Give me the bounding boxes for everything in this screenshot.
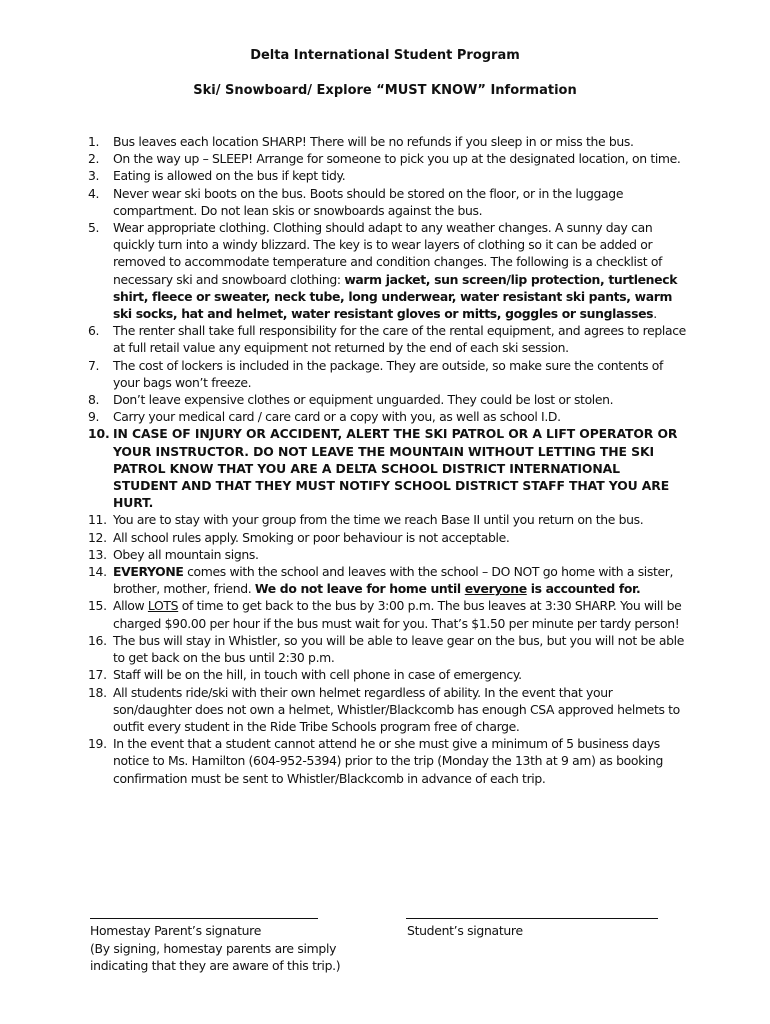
list-item: 19. In the event that a student cannot attend he or she must give a minimum of 5 business days notice to Ms. Hamilton (604-952-5394) prior to the trip (Monday the 13th at 9 am) as booking confirmation must be sent to Whistler/Blackcomb in advance of each trip. <box>88 736 664 786</box>
item-text: Bus leaves each location SHARP! There will be no refunds if you sleep in or miss the bus. <box>113 134 634 149</box>
clothing-checklist: warm jacket, sun screen/lip protection, turtleneck shirt, fleece or sweater, neck tube, long underwear, water resistant ski pants, warm ski socks, hat and helmet, water resistant gloves or mitts, goggles or sunglasses <box>113 271 678 322</box>
list-item: 9. Carry your medical card / care card or a copy with you, as well as school I.D. <box>88 409 561 425</box>
list-item: 6. The renter shall take full responsibility for the care of the rental equipment, and agrees to replace at full retail value any equipment not returned by the end of each ski session. <box>88 323 686 356</box>
item-text: Don’t leave expensive clothes or equipment unguarded. They could be lost or stolen. <box>113 392 614 408</box>
item-text: Staff will be on the hill, in touch with cell phone in case of emergency. <box>113 667 522 683</box>
list-item: 16. The bus will stay in Whistler, so you will be able to leave gear on the bus, but you will not be able to get back on the bus until 2:30 p.m. <box>88 632 684 666</box>
student-signature-label: Student’s signature <box>407 923 523 938</box>
item-text: IN CASE OF INJURY OR ACCIDENT, ALERT THE SKI PATROL OR A LIFT OPERATOR OR YOUR INSTRUCTOR. DO NOT LEAVE THE MOUNTAIN WITHOUT LETTING THE SKI PATROL KNOW THAT YOU ARE A DELTA SCHOOL DISTRICT INTERNATIONAL STUDENT AND THAT THEY MUST NOTIFY SCHOOL DISTRICT STAFF THAT YOU ARE HURT. <box>113 426 678 511</box>
parent-signature-note: indicating that they are aware of this trip.) <box>90 958 341 973</box>
parent-signature-block <box>90 922 340 975</box>
item-text: Wear appropriate clothing. Clothing should adapt to any weather changes. A sunny day can quickly turn into a windy blizzard. The key is to wear layers of clothing so it can be added or removed to accommodate temperature and condition changes. The following is a checklist of necessary ski and snowboard clothing: <box>113 220 663 287</box>
item-text: Carry your medical card / care card or a copy with you, as well as school I.D. <box>113 409 561 425</box>
list-item: 5. Wear appropriate clothing. Clothing should adapt to any weather changes. A sunny day can quickly turn into a windy blizzard. The key is to wear layers of clothing so it can be added or removed to accommodate temperature and condition changes. The following is a checklist of necessary ski and snowboard clothing: warm jacket, sun screen/lip protection, turtleneck shirt, fleece or sweater, neck tube, long underwear, water resistant ski pants, warm ski socks, hat and helmet, water resistant gloves or mitts, goggles or sunglasses. <box>88 220 678 322</box>
list-item: 3. Eating is allowed on the bus if kept tidy. <box>88 168 346 184</box>
list-item-injury-warning: 10. IN CASE OF INJURY OR ACCIDENT, ALERT THE SKI PATROL OR A LIFT OPERATOR OR YOUR INSTRUCTOR. DO NOT LEAVE THE MOUNTAIN WITHOUT LETTING THE SKI PATROL KNOW THAT YOU ARE A DELTA SCHOOL DISTRICT INTERNATIONAL STUDENT AND THAT THEY MUST NOTIFY SCHOOL DISTRICT STAFF THAT YOU ARE HURT. <box>88 426 678 511</box>
list-item: 2. On the way up – SLEEP! Arrange for someone to pick you up at the designated location, on time. <box>88 151 681 167</box>
list-item: 4. Never wear ski boots on the bus. Boots should be stored on the floor, or in the luggage compartment. Do not lean skis or snowboards against the bus. <box>88 185 624 218</box>
list-item: 18. All students ride/ski with their own helmet regardless of ability. In the event that your son/daughter does not own a helmet, Whistler/Blackcomb has enough CSA approved helmets to outfit every student in the Ride Tribe Schools program free of charge. <box>88 684 680 734</box>
list-item: 1. Bus leaves each location SHARP! There will be no refunds if you sleep in or miss the bus. <box>88 134 634 149</box>
item-text: The renter shall take full responsibility for the care of the rental equipment, and agrees to replace at full retail value any equipment not returned by the end of each ski session. <box>113 323 686 356</box>
parent-signature-note: (By signing, homestay parents are simply <box>90 940 337 956</box>
parent-signature-label: Homestay Parent’s signature <box>90 923 262 938</box>
parent-signature-line[interactable] <box>90 918 318 919</box>
item-text: The bus will stay in Whistler, so you will be able to leave gear on the bus, but you will not be able to get back on the bus until 2:30 p.m. <box>113 632 684 666</box>
list-item: 17. Staff will be on the hill, in touch with cell phone in case of emergency. <box>88 667 522 683</box>
list-item: 11. You are to stay with your group from the time we reach Base II until you return on the bus. <box>88 512 644 528</box>
document-subtitle: Ski/ Snowboard/ Explore “MUST KNOW” Information <box>193 83 577 98</box>
item-text: Never wear ski boots on the bus. Boots should be stored on the floor, or in the luggage compartment. Do not lean skis or snowboards against the bus. <box>113 185 624 218</box>
item-text: In the event that a student cannot attend he or she must give a minimum of 5 business days notice to Ms. Hamilton (604-952-5394) prior to the trip (Monday the 13th at 9 am) as booking confirmation must be sent to Whistler/Blackcomb in advance of each trip. <box>113 736 664 786</box>
list-item: 15. Allow LOTS of time to get back to the bus by 3:00 p.m. The bus leaves at 3:30 SHARP. You will be charged $90.00 per hour if the bus must wait for you. That’s $1.50 per minute per tardy person! <box>88 598 682 631</box>
item-text: You are to stay with your group from the time we reach Base II until you return on the bus. <box>113 512 644 528</box>
list-item: 8. Don’t leave expensive clothes or equipment unguarded. They could be lost or stolen. <box>88 392 614 408</box>
list-item: 7. The cost of lockers is included in the package. They are outside, so make sure the contents of your bags won’t freeze. <box>88 357 664 390</box>
rules-list <box>88 133 688 787</box>
student-signature-line[interactable] <box>406 918 658 919</box>
list-item: 14. EVERYONE comes with the school and leaves with the school – DO NOT go home with a sister, brother, mother, friend. We do not leave for home until everyone is accounted for. <box>88 564 674 597</box>
item-text: The cost of lockers is included in the package. They are outside, so make sure the contents of your bags won’t freeze. <box>113 357 664 390</box>
item-text: Eating is allowed on the bus if kept tidy. <box>113 168 346 184</box>
item-text: On the way up – SLEEP! Arrange for someone to pick you up at the designated location, on time. <box>113 151 681 167</box>
list-item: 12. All school rules apply. Smoking or poor behaviour is not acceptable. <box>88 529 510 545</box>
item-text: All school rules apply. Smoking or poor behaviour is not acceptable. <box>113 529 510 545</box>
list-item: 13. Obey all mountain signs. <box>88 546 259 562</box>
document-title: Delta International Student Program <box>250 48 520 63</box>
student-signature-block <box>407 922 523 940</box>
item-text: All students ride/ski with their own helmet regardless of ability. In the event that your son/daughter does not own a helmet, Whistler/Blackcomb has enough CSA approved helmets to outfit every student in the Ride Tribe Schools program free of charge. <box>113 684 680 734</box>
item-text: Obey all mountain signs. <box>113 546 259 562</box>
